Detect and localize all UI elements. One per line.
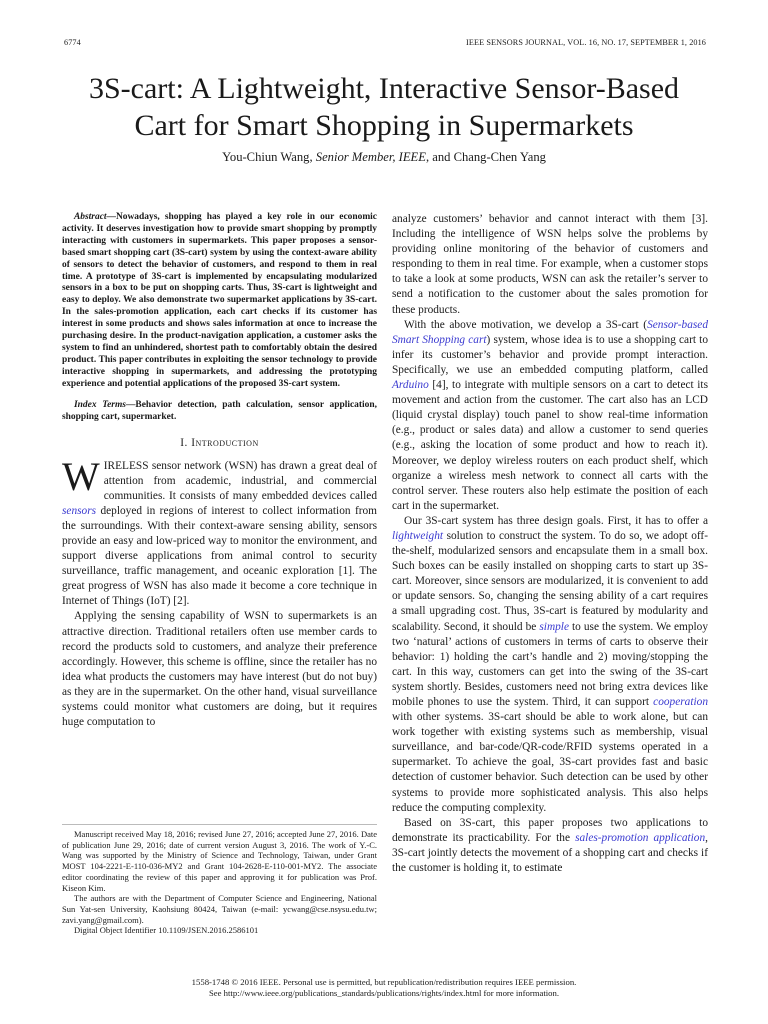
intro-caps: IRELESS — [103, 459, 149, 472]
abstract-label: Abstract — [74, 212, 107, 222]
right-paragraph-2 — [392, 318, 708, 514]
term-3scart: Sensor-based Smart Shopping cart — [392, 318, 708, 346]
drop-cap: W — [62, 453, 100, 499]
footnote-affiliation: The authors are with the Department of Computer Science and Engineering, National Sun Yat-sen University, Kaohsiung 80424, Taiwan (e-mail: ycwang@cse.nsysu.edu.tw; zavi.yang@gmail.com). — [62, 893, 377, 925]
intro-text-a: sensor network (WSN) has drawn a great deal of attention from academic, industrial, and commercial communities. It consists of many embedded devices called — [103, 459, 377, 502]
p3-text-d: with other systems. 3S-cart should be able to work alone, but can work together with existing systems such as membership, visual surveillance, and bar-code/QR-code/RFID systems operated in a supermarket. To achieve the goal, 3S-cart provides fast and basic detection of customer behavior. Such detection can be used by other systems to provide more sophisticated analysis. This also helps reduce the computing complexity. — [392, 711, 708, 814]
p3-text-a: Our 3S-cart system has three design goals. First, it has to offer a — [404, 514, 708, 527]
footnote — [62, 824, 377, 936]
copyright-line-1: 1558-1748 © 2016 IEEE. Personal use is permitted, but republication/redistribution requires IEEE permission. — [191, 977, 577, 987]
title-line-1: 3S-cart: A Lightweight, Interactive Sensor-Based — [88, 72, 680, 105]
p2-text-a: With the above motivation, we develop a 3S-cart ( — [404, 318, 648, 331]
copyright-notice — [60, 977, 708, 999]
title-line-2: Cart for Smart Shopping in Supermarkets — [134, 109, 634, 142]
left-column — [62, 212, 377, 730]
term-lightweight: lightweight — [392, 529, 444, 542]
author-1: You-Chiun Wang, — [222, 150, 313, 164]
intro-text-b: deployed in regions of interest to collect information from the surroundings. With their context-aware sensing ability, sensors provide an easy and low-priced way to monitor the environment, and support diverse applications from animal control to security surveillance, traffic management, and oceanic exploration [1]. The great progress of WSN has also made it become a core technique in Internet of Things (IoT) [2]. — [62, 504, 377, 608]
footnote-manuscript: Manuscript received May 18, 2016; revised June 27, 2016; accepted June 27, 2016. Date of publication June 29, 2016; date of current version August 3, 2016. The work of Y.-C. Wang was supported by the Ministry of Science and Technology, Taiwan, under Grant MOST 104-2221-E-110-036-MY2 and Grant 104-2628-E-110-001-MY2. The associate editor coordinating the review of this paper and approving it for publication was Prof. Kiseon Kim. — [62, 829, 377, 893]
index-terms-label: Index Terms — [74, 399, 126, 410]
section-heading — [62, 436, 377, 451]
index-terms-dash: — — [125, 399, 136, 410]
index-terms — [62, 400, 377, 424]
term-arduino: Arduino — [392, 379, 429, 392]
abstract-text: Nowadays, shopping has played a key role in our economic activity. It deserves investigation how to provide smart shopping by promptly interacting with customers in supermarkets. This paper proposes a sensor-based smart shopping cart (3S-cart) system by using the context-aware ability of sensors to detect the behavior of customers, and respond to them in real time. A prototype of 3S-cart is implemented by encapsulating modularized sensors in a box to be put on shopping carts. Thus, 3S-cart is lightweight and easy to deploy. We also demonstrate two supermarket applications by 3S-cart. In the sales-promotion application, each cart checks if its customer has interest in some products and shows sales information at once to increase the purchasing desire. In the product-navigation application, a customer asks the system to find an unhindered, shortest path to comfortably obtain the desired product. This paper contributes in exploiting the sensor technology to provide interactive shopping in supermarkets, and addressing the prototyping experience and potential applications of the proposed 3S-cart system. — [62, 212, 377, 389]
author-1-role: Senior Member, IEEE — [315, 150, 426, 164]
term-sensors: sensors — [62, 504, 97, 517]
right-paragraph-4 — [392, 816, 708, 876]
page-number: 6774 — [64, 38, 81, 47]
intro-paragraph-2: Applying the sensing capability of WSN to supermarkets is an attractive direction. Traditional retailers often use member cards to record the products sold to customers, and analyze their preference accordingly. However, this scheme is offline, since the retailer has no idea what products the customers may have interest (but do not buy) as they are in the supermarket. On the other hand, visual surveillance systems could monitor what customers are doing, but it requires huge computation to — [62, 610, 377, 729]
section-name: Introduction — [191, 437, 259, 450]
p4-text-b: , 3S-cart jointly detects the movement of a shopping cart and checks if the customer is holding it, to estimate — [392, 831, 708, 875]
p4-text-a: Based on 3S-cart, this paper proposes two applications to demonstrate its practicability. For the — [392, 816, 708, 844]
paper-title — [40, 70, 728, 144]
term-simple: simple — [539, 620, 569, 633]
p2-text-b: ) system, whose idea is to use a shopping cart to infer its customer’s behavior and provide prompt interaction. Specifically, we use an embedded computing platform, called — [392, 333, 708, 376]
author-rest: , and Chang-Chen Yang — [425, 150, 546, 164]
p3-text-c: to use the system. We employ two ‘natural’ actions of customers in terms of carts to observe their behavior: 1) holding the cart’s handle and 2) moving/stopping the cart. In this way, customers can get into the swing of the 3S-cart system shortly. Besides, customers need not bring extra devices like mobile phones to use the system. Third, it can support — [392, 620, 708, 708]
p2-text-c: [4], to integrate with multiple sensors on a cart to detect its movement and action from the customer. The cart also has an LCD (liquid crystal display) touch panel to show real-time information (e.g., product or sales data) and allow a customer to send queries (e.g., asking the location of some product and how to reach it). Moreover, we deploy wireless routers on each product shelf, which organize a wireless mesh network to connect all carts with the control server. These routers also help estimate the position of each cart in the supermarket. — [392, 379, 708, 512]
copyright-line-2: See http://www.ieee.org/publications_standards/publications/rights/index.html for more information. — [208, 988, 560, 998]
intro-paragraph-1 — [62, 453, 377, 610]
right-column — [392, 212, 708, 876]
abstract-dash: — — [106, 212, 116, 222]
footnote-doi: Digital Object Identifier 10.1109/JSEN.2016.2586101 — [74, 925, 259, 936]
section-numeral: I. — [180, 437, 188, 450]
journal-citation: IEEE SENSORS JOURNAL, VOL. 16, NO. 17, SEPTEMBER 1, 2016 — [466, 38, 706, 47]
author-line — [40, 150, 728, 165]
right-paragraph-3 — [392, 514, 708, 816]
term-cooperation: cooperation — [653, 696, 708, 708]
p3-text-b: solution to construct the system. To do so, we adopt off-the-shelf, modularized sensors and encapsulate them in a small box. Such boxes can be easily installed on shopping carts to start up 3S-cart. Moreover, since sensors are modularized, it is convenient to add or update sensors. So, changing the sensing ability of a cart requires a small upgrading cost. Thus, 3S-cart is featured by modularity and scalability. Second, it should be — [392, 529, 708, 633]
term-sales-promotion: sales-promotion application — [575, 831, 706, 844]
abstract — [62, 212, 377, 391]
index-terms-text: Behavior detection, path calculation, sensor application, shopping cart, supermarket. — [62, 399, 377, 422]
right-paragraph-1: analyze customers’ behavior and cannot interact with them [3]. Including the intelligence of WSN helps solve the problems by providing online monitoring of the behavior of customers and responding to them in real time. For example, when a customer stops to take a look at some products, WSN can ask the retailer’s server to send a notification to the customer about the sales promotion for these products. — [392, 213, 708, 316]
